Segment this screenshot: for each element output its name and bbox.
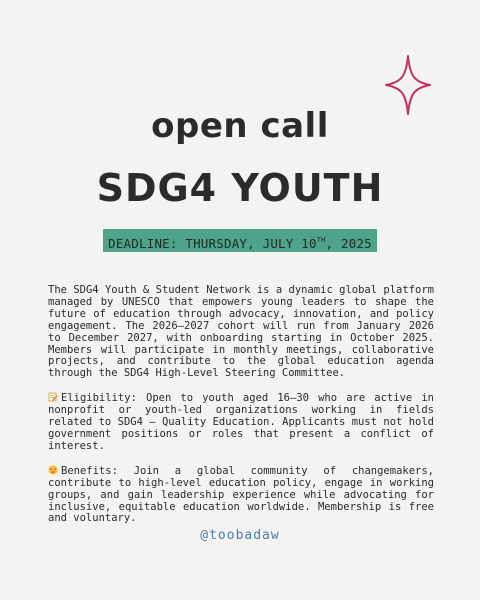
- memo-pencil-icon: [48, 392, 58, 402]
- benefits-paragraph: [48, 465, 434, 526]
- deadline-suffix: , 2025: [325, 236, 372, 251]
- body-text: [48, 285, 434, 537]
- author-handle: @toobadaw: [200, 528, 280, 543]
- deadline-prefix: DEADLINE: THURSDAY, JULY 10: [108, 236, 317, 251]
- benefits-text: Benefits: Join a global community of changemakers, contribute to high-level education policy, engage in working groups, and gain leadership experience while advocating for inclusive, equitable education worldwide. Membership is free and voluntary.: [48, 464, 434, 525]
- intro-paragraph: The SDG4 Youth & Student Network is a dynamic global platform managed by UNESCO that empowers young leaders to shape the future of education through advocacy, innovation, and policy engagement. The 2026–2027 cohort will run from January 2026 to December 2027, with onboarding starting in October 2025. Members will participate in monthly meetings, collaborative projects, and contribute to the global education agenda through the SDG4 High-Level Steering Committee.: [48, 284, 434, 380]
- deadline-superscript: TH: [316, 236, 326, 244]
- eligibility-text: Eligibility: Open to youth aged 16–30 who are active in nonprofit or youth-led organizations working in fields related to SDG4 – Quality Education. Applicants must not hold government positions or roles that present a conflict of interest.: [48, 392, 434, 452]
- deadline-banner: [103, 229, 377, 252]
- eligibility-paragraph: [48, 392, 434, 453]
- star-struck-face-icon: [48, 465, 58, 475]
- title-line-2: SDG4 YOUTH: [96, 166, 384, 210]
- title-line-1: open call: [151, 106, 329, 146]
